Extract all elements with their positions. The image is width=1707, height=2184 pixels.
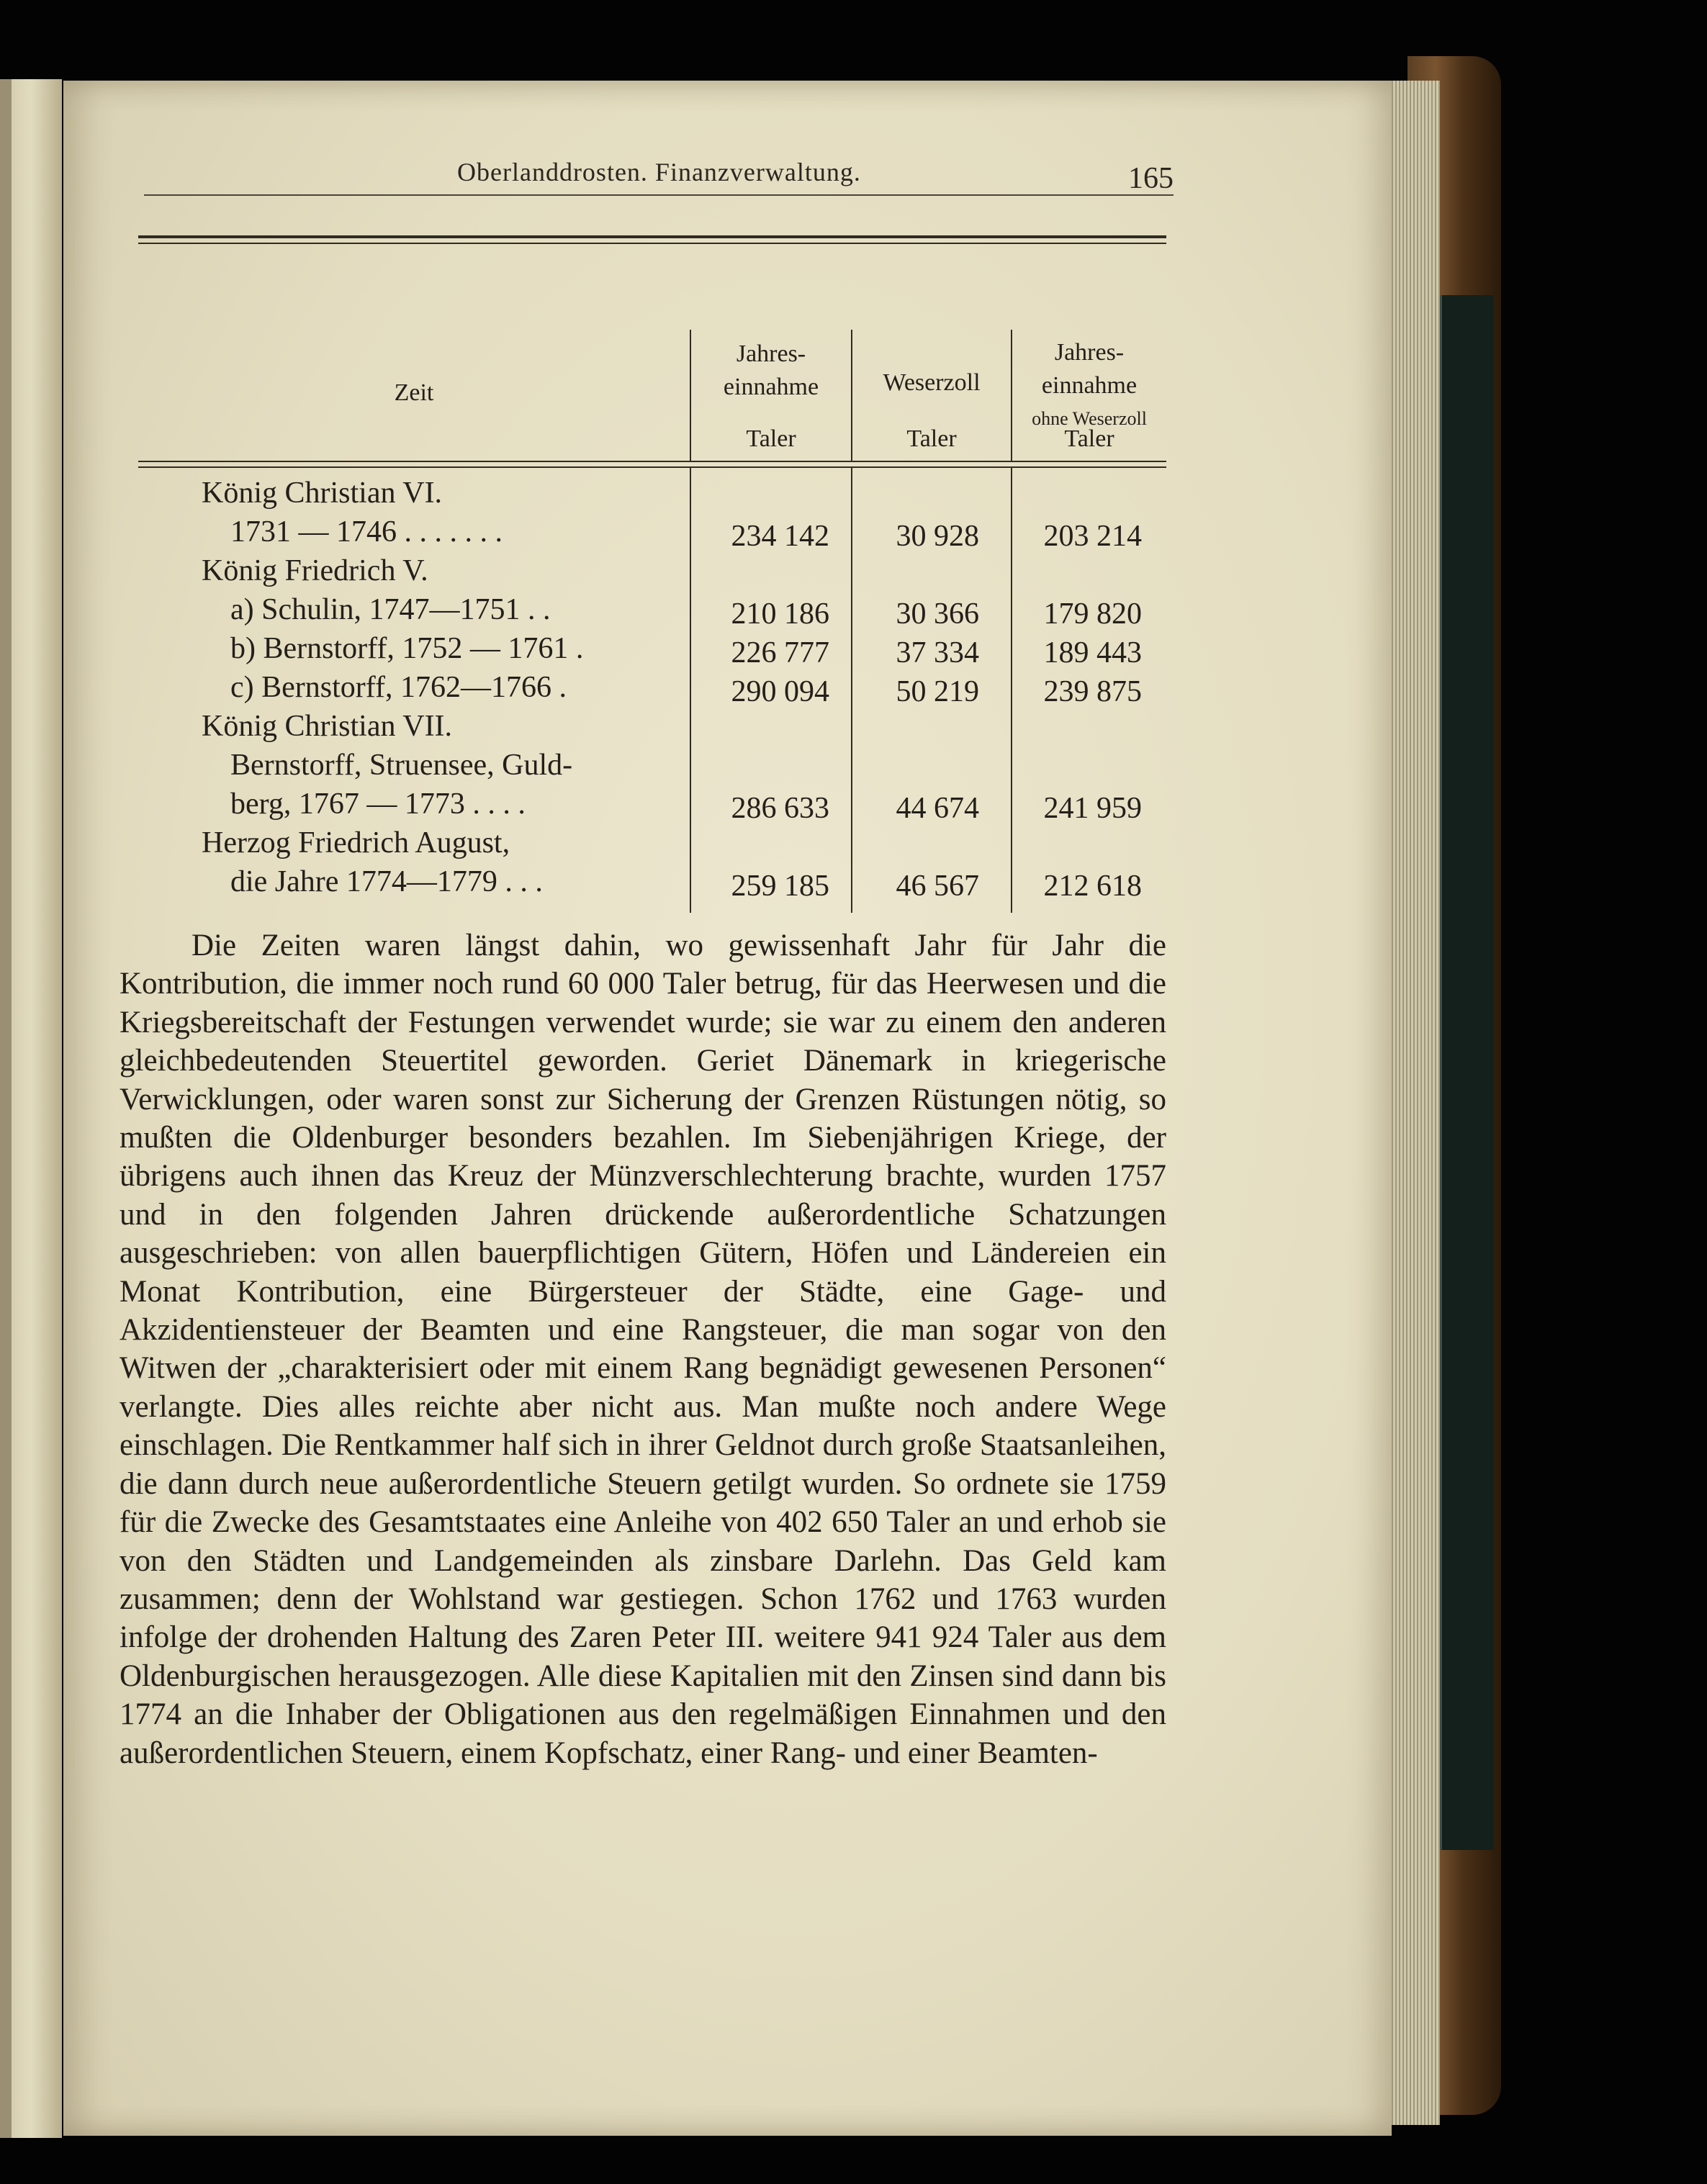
table-cell: 290 094 xyxy=(731,675,829,708)
table-cell: 203 214 xyxy=(1043,520,1142,553)
column-divider xyxy=(690,466,691,913)
revenue-table xyxy=(138,235,1166,913)
column-header-jahreseinnahme xyxy=(691,338,851,404)
table-cell: 179 820 xyxy=(1043,597,1142,631)
running-header xyxy=(144,157,1174,196)
page-number: 165 xyxy=(1128,162,1174,195)
table-top-rule xyxy=(138,235,1166,238)
table-cell: 50 219 xyxy=(896,675,979,708)
table-cell: 226 777 xyxy=(731,636,829,669)
table-cell: 189 443 xyxy=(1043,636,1142,669)
column-unit: Taler xyxy=(746,425,796,452)
column-header-label: Jahres- einnahme xyxy=(723,340,819,400)
table-row-label: König Christian VI. xyxy=(202,477,443,510)
column-header-label: Jahres- einnahme xyxy=(1041,339,1138,399)
body-text xyxy=(120,926,1166,1772)
table-row-label: Bernstorff, Struensee, Guld- xyxy=(230,749,573,782)
table-cell: 30 366 xyxy=(896,597,979,631)
left-book-spine xyxy=(0,79,12,2138)
book-cover-cloth xyxy=(1440,295,1494,1850)
paragraph: Die Zeiten waren längst dahin, wo gewissenhaft Jahr für Jahr die Kontribution, die immer noch rund 60 000 Taler betrug, für das Heerwesen und die Kriegsbereitschaft der Festungen verwendet wurde; sie war zu einem den anderen gleichbedeutenden Steuertitel geworden. Geriet Dänemark in kriegerische Verwicklungen, oder waren sonst zur Sicherung der Grenzen Rüstungen nötig, so mußten die Oldenburger besonders bezahlen. Im Siebenjährigen Kriege, der übrigens auch ihnen das Kreuz der Münzverschlechterung brachte, wurden 1757 und in den folgenden Jahren drückende außerordentliche Schatzungen ausgeschrieben: von allen bauerpflichtigen Gütern, Höfen und Ländereien ein Monat Kontribution, eine Bürgersteuer der Städte, eine Gage- und Akzidentiensteuer der Beamten und eine Rangsteuer, die man sogar von den Witwen der „charakterisiert oder mit einem Rang begnädigt gewesenen Personen“ verlangte. Dies alles reichte aber nicht aus. Man mußte noch andere Wege einschlagen. Die Rentkammer half sich in ihrer Geldnot durch große Staatsanleihen, die dann durch neue außerordentliche Steuern getilgt wurden. So ordnete sie 1759 für die Zwecke des Gesamtstaates eine Anleihe von 402 650 Taler an und erhob sie von den Städten und Landgemeinden als zinsbare Darlehn. Das Geld kam zusammen; denn der Wohlstand war gestiegen. Schon 1762 und 1763 wurden infolge der drohenden Haltung des Zaren Peter III. weitere 941 924 Taler aus dem Oldenburgischen herausgezogen. Alle diese Kapitalien mit den Zinsen sind dann bis 1774 an die Inhaber der Obligationen aus den regelmäßigen Einnahmen und den außerordentlichen Steuern, einem Kopfschatz, einer Rang- und einer Beamten- xyxy=(120,929,1166,1770)
table-cell: 239 875 xyxy=(1043,675,1142,708)
table-top-rule-inner xyxy=(138,243,1166,244)
column-header-zeit: Zeit xyxy=(394,379,434,406)
table-header-rule xyxy=(138,461,1166,462)
table-row-label: a) Schulin, 1747—1751 . . xyxy=(230,593,551,626)
column-divider xyxy=(1011,466,1012,913)
table-row-label: König Christian VII. xyxy=(202,710,453,743)
table-cell: 241 959 xyxy=(1043,792,1142,825)
column-header-jahreseinnahme-ohne xyxy=(1012,336,1166,436)
column-header-sublabel: ohne Weserzoll xyxy=(1032,408,1147,429)
table-cell: 46 567 xyxy=(896,870,979,903)
table-cell: 30 928 xyxy=(896,520,979,553)
table-cell: 212 618 xyxy=(1043,870,1142,903)
table-row-label: b) Bernstorff, 1752 — 1761 . xyxy=(230,632,584,665)
table-row-label: die Jahre 1774—1779 . . . xyxy=(230,865,543,898)
table-row-label: König Friedrich V. xyxy=(202,554,428,587)
header-title: Oberlanddrosten. Finanzverwaltung. xyxy=(457,158,861,186)
column-header-weserzoll: Weserzoll xyxy=(883,369,981,396)
table-row-label: 1731 — 1746 . . . . . . . xyxy=(230,515,503,549)
column-divider xyxy=(851,466,852,913)
table-cell: 234 142 xyxy=(731,520,829,553)
column-unit: Taler xyxy=(1064,425,1114,452)
table-cell: 44 674 xyxy=(896,792,979,825)
column-unit: Taler xyxy=(906,425,957,452)
table-cell: 210 186 xyxy=(731,597,829,631)
table-row-label: Herzog Friedrich August, xyxy=(202,826,510,859)
table-cell: 259 185 xyxy=(731,870,829,903)
table-row-label: berg, 1767 — 1773 . . . . xyxy=(230,788,526,821)
page-stack-edges xyxy=(1386,81,1440,2125)
table-cell: 286 633 xyxy=(731,792,829,825)
table-cell: 37 334 xyxy=(896,636,979,669)
table-row-label: c) Bernstorff, 1762—1766 . xyxy=(230,671,567,704)
